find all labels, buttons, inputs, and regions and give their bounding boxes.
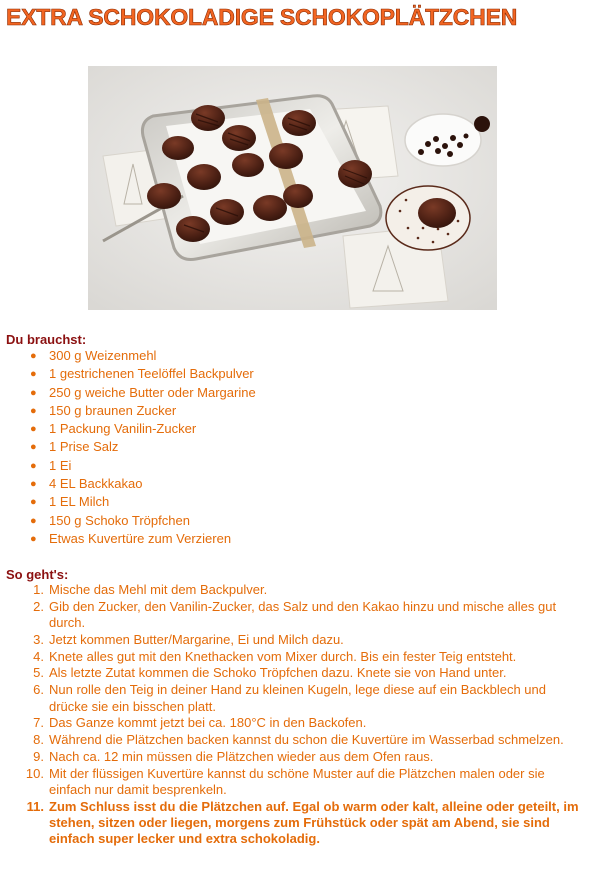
bullet-icon: ● xyxy=(30,423,37,436)
list-item: ● Etwas Kuvertüre zum Verzieren xyxy=(0,530,256,548)
step-item: 3. Jetzt kommen Butter/Margarine, Ei und Milch dazu. xyxy=(33,631,344,647)
page-title: EXTRA SCHOKOLADIGE SCHOKOPLÄTZCHEN xyxy=(6,4,518,30)
bullet-icon: ● xyxy=(30,459,37,472)
bullet-icon: ● xyxy=(30,386,37,399)
list-item: ● 150 g Schoko Tröpfchen xyxy=(0,512,256,530)
bullet-icon: ● xyxy=(30,441,37,454)
step-item: 11. Zum Schluss isst du die Plätzchen auf. Egal ob warm oder kalt, alleine oder geteilt, im stehen, sitzen oder liegen, morgens zum Frühstück oder spät am Abend, sie sind einfach super lecker und extra schokoladig. xyxy=(26,798,579,847)
step-item: 2. Gib den Zucker, den Vanilin-Zucker, das Salz und den Kakao hinzu und mische alles gut durch. xyxy=(33,598,557,631)
bullet-icon: ● xyxy=(30,350,37,362)
cookie-photo xyxy=(88,66,497,310)
step-item: 6. Nun rolle den Teig in deiner Hand zu kleinen Kugeln, lege diese auf ein Backblech und drücke sie ein bisschen platt. xyxy=(33,682,546,714)
ingredients-heading: Du brauchst: xyxy=(6,332,87,347)
bullet-icon: ● xyxy=(30,478,37,491)
step-item: 1. Mische das Mehl mit dem Backpulver. xyxy=(33,582,268,597)
list-item: ● 4 EL Backkakao xyxy=(0,475,256,493)
list-item: ● 150 g braunen Zucker xyxy=(0,402,256,420)
step-item: 5. Als letzte Zutat kommen die Schoko Tröpfchen dazu. Knete sie von Hand unter. xyxy=(33,665,507,681)
step-item: 10. Mit der flüssigen Kuvertüre kannst du schöne Muster auf die Plätzchen malen oder sie einfach nur damit besprenkeln. xyxy=(25,765,545,798)
list-item: ● 300 g Weizenmehl xyxy=(0,347,256,365)
step-item: 4. Knete alles gut mit den Knethacken vom Mixer durch. Bis ein fester Teig entsteht. xyxy=(33,648,517,664)
list-item: ● 1 Prise Salz xyxy=(0,438,256,456)
bullet-icon: ● xyxy=(30,404,37,417)
list-item: ● 250 g weiche Butter oder Margarine xyxy=(0,384,256,402)
bullet-icon: ● xyxy=(30,532,37,545)
list-item: ● 1 Packung Vanilin-Zucker xyxy=(0,420,256,438)
step-item: 8. Während die Plätzchen backen kannst du schon die Kuvertüre im Wasserbad schmelzen. xyxy=(33,732,564,748)
list-item: ● 1 EL Milch xyxy=(0,493,256,511)
bullet-icon: ● xyxy=(30,514,37,527)
steps-list xyxy=(0,582,585,848)
bullet-icon: ● xyxy=(30,368,37,381)
bullet-icon: ● xyxy=(30,496,37,509)
step-item: 9. Nach ca. 12 min müssen die Plätzchen wieder aus dem Ofen raus. xyxy=(33,748,434,764)
steps-heading: So geht's: xyxy=(6,567,69,582)
ingredients-list xyxy=(0,347,256,548)
list-item: ● 1 gestrichenen Teelöffel Backpulver xyxy=(0,365,256,383)
list-item: ● 1 Ei xyxy=(0,457,256,475)
step-item: 7. Das Ganze kommt jetzt bei ca. 180°C in den Backofen. xyxy=(33,715,367,731)
